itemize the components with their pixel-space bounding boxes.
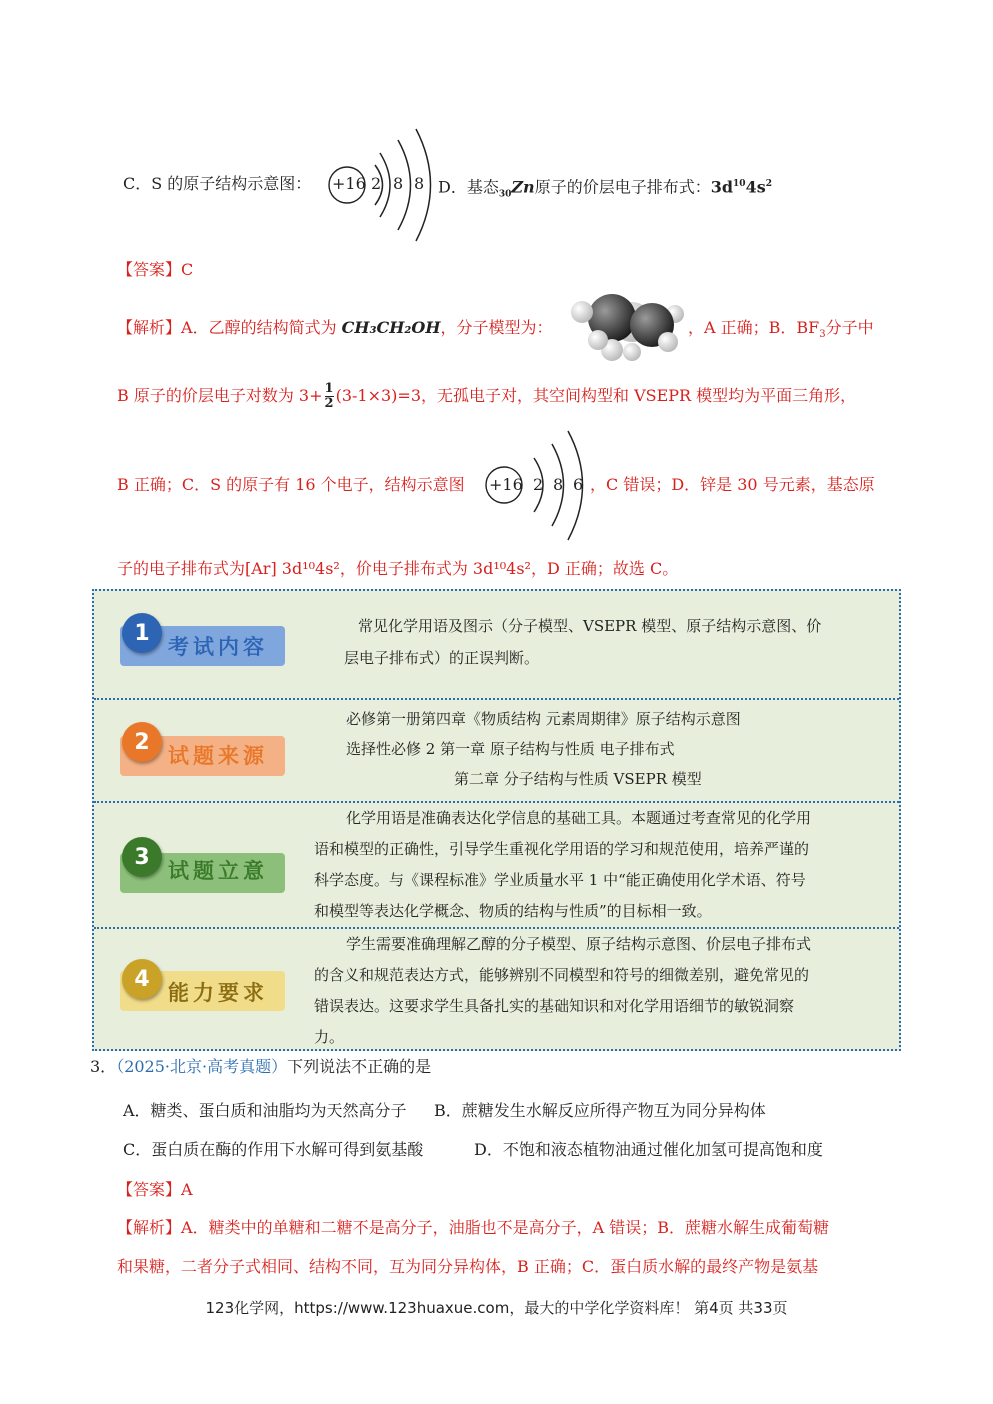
info-line: 第二章 分子结构与性质 VSEPR 模型: [454, 770, 702, 788]
badge-number: 2: [122, 722, 162, 762]
answer-2: 【答案】A: [117, 1180, 193, 1199]
exam-info-table: [92, 589, 901, 1051]
badge-label: 试题立意: [168, 859, 268, 883]
analysis-1-line-1: 【解析】A．乙醇的结构简式为 CH₃CH₂OH，分子模型为：: [117, 318, 553, 337]
question-3-option-a: A．糖类、蛋白质和油脂均为天然高分子: [123, 1101, 407, 1120]
question-3-stem: 3．（2025·北京·高考真题）下列说法不正确的是: [90, 1057, 432, 1076]
analysis-2-line-2: 和果糖，二者分子式相同、结构不同，互为同分异构体，B 正确；C．蛋白质水解的最终产物是氨基: [117, 1257, 819, 1276]
info-row-question-source: [94, 698, 899, 801]
shell-2-count: 8: [393, 174, 404, 193]
answer-1: 【答案】C: [117, 260, 194, 279]
shell-1-count-2: 2: [533, 475, 544, 494]
info-line: 力。: [314, 1028, 345, 1046]
info-row-question-intent: [94, 801, 899, 927]
info-line: 的含义和规范表达方式，能够辨别不同模型和符号的细微差别，避免常见的: [314, 966, 810, 984]
badge-label: 试题来源: [168, 744, 268, 768]
info-line: 科学态度。与《课程标准》学业质量水平 1 中“能正确使用化学术语、符号: [314, 871, 806, 889]
shell-3-count-2: 6: [573, 475, 584, 494]
badge-number: 3: [122, 837, 162, 877]
badge-number: 1: [122, 613, 162, 653]
shell-3-count: 8: [414, 174, 425, 193]
info-row-exam-content: [94, 591, 899, 698]
info-line: 常见化学用语及图示（分子模型、VSEPR 模型、原子结构示意图、价: [358, 617, 822, 635]
info-line: 和模型等表达化学概念、物质的结构与性质”的目标相一致。: [314, 902, 712, 920]
option-c-text: C．S 的原子结构示意图：: [123, 174, 312, 193]
info-line: 层电子排布式）的正误判断。: [344, 649, 540, 667]
analysis-1-line-2: B 原子的价层电子对数为 3+ $\frac{1}{2}$ (3-1×3)=3，无孤电子对，其空间构型和 VSEPR 模型均为平面三角形，: [117, 381, 857, 411]
page-footer: 123化学网，https://www.123huaxue.com，最大的中学化学资料库！ 第4页 共33页: [205, 1299, 788, 1317]
info-line: 错误表达。这要求学生具备扎实的基础知识和对化学用语细节的敏锐洞察: [314, 997, 795, 1015]
shell-2-count-2: 8: [553, 475, 564, 494]
badge-label: 能力要求: [168, 981, 268, 1005]
analysis-1-line-3: B 正确；C．S 的原子有 16 个电子，结构示意图: [117, 475, 465, 494]
analysis-2-line-1: 【解析】A．糖类中的单糖和二糖不是高分子，油脂也不是高分子，A 错误；B．蔗糖水解生成葡萄糖: [117, 1218, 829, 1237]
badge-label: 考试内容: [168, 635, 268, 659]
info-row-ability-requirement: [94, 927, 899, 1049]
info-line: 学生需要准确理解乙醇的分子模型、原子结构示意图、价层电子排布式: [346, 935, 812, 953]
option-d-text: D．基态$_{30}$Zn原子的价层电子排布式：$3d^{10}4s^2$: [438, 177, 772, 200]
info-line: 选择性必修 2 第一章 原子结构与性质 电子排布式: [346, 740, 675, 758]
analysis-1-line-3-cont: ，C 错误；D．锌是 30 号元素，基态原: [590, 475, 875, 494]
nucleus-charge-2: +16: [489, 475, 523, 494]
question-3-option-d: D．不饱和液态植物油通过催化加氢可提高饱和度: [474, 1140, 823, 1159]
analysis-1-line-1-cont: ，A 正确；B．$BF_3$分子中: [688, 318, 874, 341]
badge-number: 4: [122, 959, 162, 999]
shell-1-count: 2: [371, 174, 382, 193]
info-line: 必修第一册第四章《物质结构 元素周期律》原子结构示意图: [346, 710, 741, 728]
info-line: 语和模型的正确性，引导学生重视化学用语的学习和规范使用，培养严谨的: [314, 840, 810, 858]
ethanol-ball-model-icon: [570, 292, 685, 362]
nucleus-charge: +16: [332, 174, 366, 193]
question-3-option-c: C．蛋白质在酶的作用下水解可得到氨基酸: [123, 1140, 424, 1159]
info-line: 化学用语是准确表达化学信息的基础工具。本题通过考查常见的化学用: [346, 809, 812, 827]
analysis-1-line-4: 子的电子排布式为[Ar] 3d¹⁰4s²，价电子排布式为 3d¹⁰4s²，D 正确；故选 C。: [117, 559, 679, 578]
question-3-option-b: B．蔗糖发生水解反应所得产物互为同分异构体: [434, 1101, 766, 1120]
